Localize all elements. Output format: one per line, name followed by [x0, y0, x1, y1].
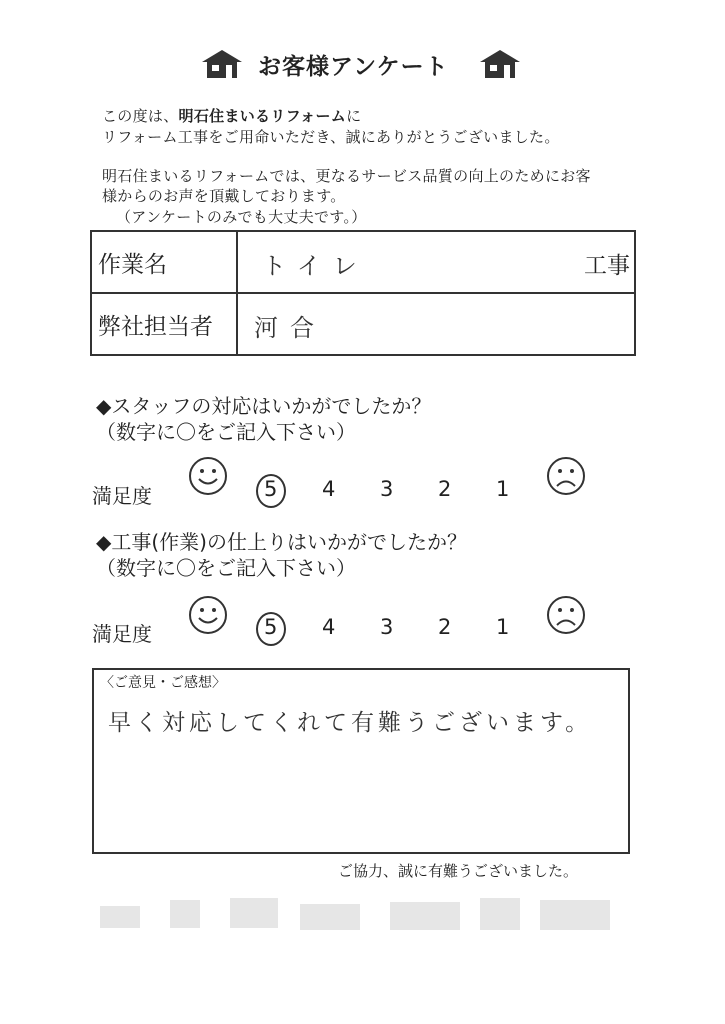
sad-face-icon: [546, 595, 586, 635]
intro-line-2: リフォーム工事をご用命いただき、誠にありがとうございました。: [102, 128, 560, 146]
staff-value: 河合: [254, 314, 326, 342]
intro-line-4: 様からのお声を頂戴しております。: [102, 187, 346, 205]
intro-prefix: この度は、: [102, 107, 179, 125]
rating-option[interactable]: 5: [264, 477, 278, 501]
comment-text: 早く対応してくれて有難うございます。: [108, 710, 593, 736]
question-2-instruction: （数字に〇をご記入下さい）: [96, 556, 356, 580]
house-icon: [200, 48, 244, 80]
rating-option[interactable]: 5: [264, 615, 278, 639]
intro-line-3: 明石住まいるリフォームでは、更なるサービス品質の向上のためにお客: [102, 167, 591, 185]
work-value: トイレ: [262, 252, 369, 280]
question-2-text: ◆工事(作業)の仕上りはいかがでしたか？: [96, 530, 467, 554]
rating-option[interactable]: 2: [438, 615, 452, 639]
sad-face-icon: [546, 456, 586, 496]
faded-stamp-area: [100, 888, 630, 948]
house-icon: [478, 48, 522, 80]
page-title: お客様アンケート: [258, 54, 449, 80]
rating-option[interactable]: 3: [380, 615, 394, 639]
work-cell[interactable]: [237, 231, 635, 293]
rating-option[interactable]: 3: [380, 477, 394, 501]
thanks-text: ご協力、誠に有難うございました。: [338, 862, 579, 880]
rating-option[interactable]: 1: [496, 477, 510, 501]
work-row: [91, 231, 635, 293]
intro-suffix: に: [346, 107, 362, 125]
staff-label: 弊社担当者: [91, 293, 237, 355]
comment-label: 〈ご意見・ご感想〉: [100, 675, 226, 691]
rating-option[interactable]: 2: [438, 477, 452, 501]
smiley-face-icon: [188, 456, 228, 496]
work-label: 作業名: [91, 231, 237, 293]
question-1-text: ◆スタッフの対応はいかがでしたか？: [96, 394, 432, 418]
rating-option[interactable]: 4: [322, 615, 336, 639]
title-area: [200, 44, 530, 84]
company-name: 明石住まいるリフォーム: [178, 107, 347, 125]
smiley-face-icon: [188, 595, 228, 635]
intro-line-1: [102, 105, 361, 126]
question-1-instruction: （数字に〇をご記入下さい）: [96, 420, 356, 444]
satisfaction-label: 満足度: [92, 622, 152, 646]
satisfaction-label: 満足度: [92, 484, 152, 508]
comment-box[interactable]: [92, 668, 630, 854]
staff-row: [91, 293, 635, 355]
staff-cell[interactable]: [237, 293, 635, 355]
rating-option[interactable]: 1: [496, 615, 510, 639]
info-table: [90, 230, 636, 356]
work-suffix: 工事: [584, 253, 630, 279]
rating-option[interactable]: 4: [322, 477, 336, 501]
intro-line-5: （アンケートのみでも大丈夫です。）: [116, 208, 367, 226]
